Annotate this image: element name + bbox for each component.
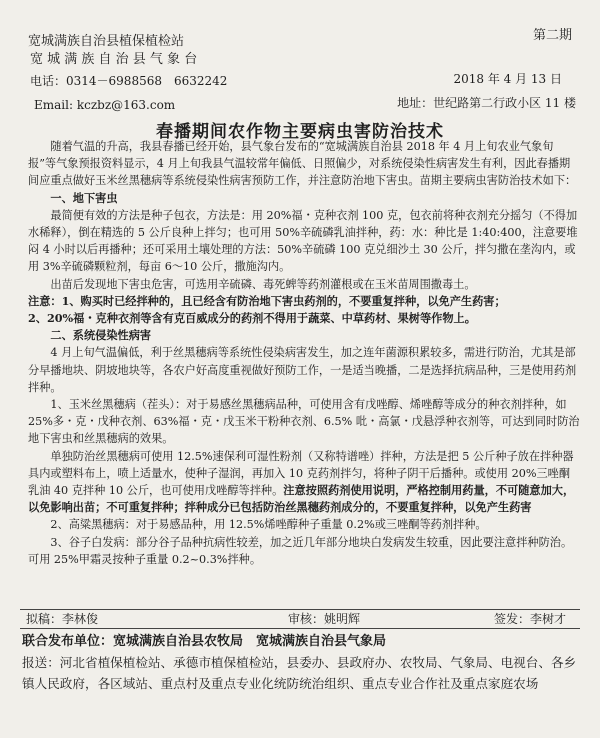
corn-head-smut-heading: 1、玉米丝黑穗病（茬头）： <box>50 398 187 412</box>
paragraph-corn-head-smut <box>28 396 580 448</box>
caution-note-2: 2、20%福・克种衣剂等含有克百威成分的药剂不得用于蔬菜、中草药材、果树等作物上。 <box>28 311 476 326</box>
document-body <box>28 138 580 568</box>
header-org-meteorological: 宽 城 满 族 自 治 县 气 象 台 <box>30 52 198 67</box>
corn-head-smut-text: 对于易感丝黑穗病品种，可使用含有戊唑醇、烯唑醇等成分的种衣剂拌种，如 25%多・克・戊种衣剂、63%福・克・戊玉米干粉种衣剂、6.5% 吡・高氯・戊悬浮种衣剂等，可达到同时防治地下害虫和丝黑穗病的效果。 <box>28 398 580 446</box>
issuer-label: 签发：李树才 <box>494 612 567 626</box>
section-heading-systemic-diseases: 二、系统侵染性病害 <box>50 328 152 343</box>
smut-treatment-text: 单独防治丝黑穗病可使用 12.5%速保利可湿性粉剂（又称特谱唑）拌种，方法是把 5 公斤种子放在拌种器具内或塑料布上，喷上适量水，使种子湿润，再加入 10 克药剂拌匀，将种子阴干后播种。或使用 20%三唑酮乳油 40 克拌种 10 公斤，也可使用戊唑醇等拌种。 <box>28 449 574 498</box>
header-address: 地址：世纪路第二行政小区 11 楼 <box>397 96 576 110</box>
section-heading-underground-pests: 一、地下害虫 <box>50 190 118 205</box>
reviewer-label: 审核：姚明辉 <box>288 612 361 626</box>
paragraph-smut-treatment <box>28 448 580 517</box>
paragraph-seed-coating: 最简便有效的方法是种子包衣，方法是：用 20%福・克种衣剂 100 克，包衣前将种衣剂充分摇匀（不得加水稀释），倒在精选的 5 公斤良种上拌匀；也可用 50%辛硫磷乳油拌种，药：水：种比是 1:40:400，注意要堆闷 4 小时以后再播种；还可采用土壤处理的方法：50%辛硫磷 100 克兑细沙土 30 公斤，拌匀撒在垄沟内，或用 3%辛硫磷颗粒剂，每亩 6～10 公斤，撒施沟内。 <box>28 208 578 274</box>
paragraph-sorghum-smut: 2、高粱黑穗病：对于易感品种，用 12.5%烯唑醇种子重量 0.2%或三唑酮等药剂拌种。 <box>50 518 487 532</box>
intro-paragraph: 随着气温的升高，我县春播已经开始，县气象台发布的“宽城满族自治县 2018 年 4 月上旬农业气象旬报”等气象预报资料显示，4 月上旬我县气温较常年偏低、日照偏少，对系统侵染性病害发生有利，因此春播期间应重点做好玉米丝黑穗病等系统侵染性病害预防工作，并注意防治地下害虫。苗期主要病虫害防治技术如下： <box>28 140 577 188</box>
paragraph-millet-downy-mildew: 3、谷子白发病：部分谷子品种抗病性较差，加之近几年部分地块白发病发生较重，因此要注意拌种防治。可用 25%甲霜灵按种子重量 0.2~0.3%拌种。 <box>28 535 573 566</box>
paragraph-after-emergence: 出苗后发现地下害虫危害，可选用辛硫磷、毒死蜱等药剂灌根或在玉米苗周围撒毒土。 <box>50 277 476 291</box>
header-date: 2018 年 4 月 13 日 <box>453 72 562 86</box>
joint-issuers: 联合发布单位：宽城满族自治县农牧局 宽城满族自治县气象局 <box>22 634 387 649</box>
signature-bar <box>20 609 580 629</box>
paragraph-systemic-overview: 4 月上旬气温偏低，利于丝黑穗病等系统性侵染病害发生，加之连年菌源积累较多，需进行防治，尤其是部分早播地块、阴坡地块等，各农户好高度重视做好预防工作，一是适当晚播，二是选择抗病品种，三是使用药剂拌种。 <box>28 346 577 394</box>
header-phone: 电话：0314－6988568 6632242 <box>30 74 228 88</box>
issue-number: 第二期 <box>532 28 572 43</box>
smut-caution-note: 注意按照药剂使用说明，严格控制用药量，不可随意加大，以免影响出苗；不可重复拌种；拌种成分已包括防治丝黑穗药剂成分的，不要重复拌种，以免产生药害 <box>28 483 575 515</box>
distribution-list: 报送：河北省植保植检站、承德市植保植检站，县委办、县政府办、农牧局、气象局、电视台、各乡镇人民政府，各区域站、重点村及重点专业化统防统治组织、重点专业合作社及重点家庭农场 <box>22 655 577 691</box>
header-email: Email: kczbz@163.com <box>34 98 176 112</box>
header-org-plant-protection: 宽城满族自治县植保植检站 <box>28 34 185 49</box>
caution-note-1: 注意：1、购买时已经拌种的，且已经含有防治地下害虫药剂的，不要重复拌种，以免产生药害； <box>28 293 506 308</box>
drafter-label: 拟稿：李林俊 <box>26 612 99 626</box>
document-title: 春播期间农作物主要病虫害防治技术 <box>156 122 444 142</box>
